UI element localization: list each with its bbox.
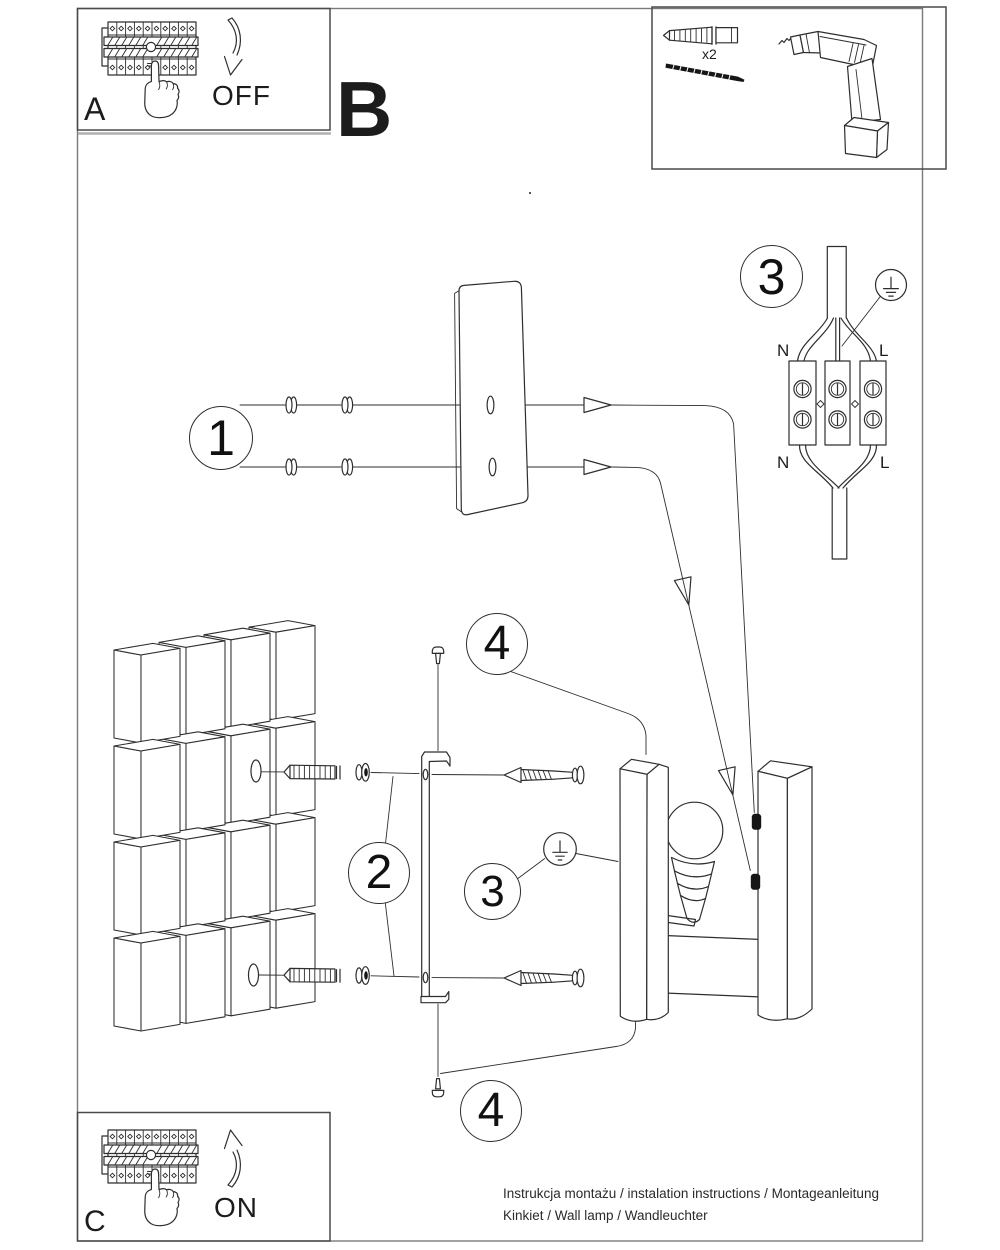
lamp-right-post — [758, 761, 812, 1020]
wall-plug-icon — [664, 27, 738, 45]
arrow-mid-icon — [674, 577, 691, 605]
wall-tile-face — [141, 648, 180, 743]
cable-bottom — [832, 488, 847, 559]
wiring-diagram — [789, 247, 907, 560]
step-3-number: 3 — [757, 248, 786, 305]
wall-tile-face — [186, 737, 225, 832]
registration-dot — [529, 192, 531, 194]
wall-tile-face — [186, 929, 225, 1024]
step-4-badge-bottom — [460, 1080, 522, 1142]
washers — [286, 397, 353, 475]
wall-plug-lower — [284, 967, 369, 985]
small-screw-top — [432, 647, 443, 751]
panel-a-label: A — [84, 91, 106, 127]
step-4-badge-top — [466, 613, 528, 675]
wall-tile-face — [114, 938, 141, 1031]
back-plate — [455, 281, 528, 514]
step-3-number: 3 — [480, 866, 505, 916]
step-1-badge — [189, 406, 253, 470]
wall-tile-face — [114, 842, 141, 935]
panel-a-state: OFF — [212, 80, 271, 111]
wall-lamp — [620, 759, 812, 1021]
cable-top — [827, 247, 846, 319]
arrow-up-icon — [225, 1130, 243, 1187]
wall-tile-face — [186, 833, 225, 928]
mounting-screw-upper — [504, 766, 584, 784]
wall-tile-face — [231, 825, 270, 920]
wall-tile-face — [186, 641, 225, 736]
terminal-block — [789, 361, 886, 445]
breaker-panel-a — [102, 22, 198, 75]
lamp-left-post — [620, 759, 668, 1021]
step-1-number: 1 — [207, 410, 235, 466]
wall-tile-face — [231, 633, 270, 728]
wall-tile-face — [276, 818, 315, 913]
drill-icon — [779, 32, 889, 158]
wall-tile-face — [141, 840, 180, 935]
panel-c-state: ON — [214, 1192, 258, 1223]
earth-symbol-icon — [876, 270, 907, 301]
wall-tile-face — [276, 626, 315, 721]
wall-tile-face — [114, 746, 141, 839]
wires-bottom — [799, 445, 876, 488]
earth-symbol-main-icon — [544, 833, 618, 866]
lamp-screw-upper — [752, 814, 761, 830]
panel-b-label: B — [336, 65, 393, 153]
lamp-screw-lower — [751, 874, 760, 890]
footer-title-line: Instrukcja montażu / instalation instructions / Montageanleitung — [503, 1186, 879, 1201]
step-4-number: 4 — [477, 1084, 505, 1137]
small-screw-bottom — [432, 1004, 635, 1097]
mounting-screw-lower — [504, 969, 584, 987]
wall-tile-face — [141, 744, 180, 839]
screw-icon — [666, 64, 745, 83]
mounting-bracket — [421, 752, 450, 1003]
wall-tile-face — [231, 729, 270, 824]
wall-tile-face — [276, 914, 315, 1009]
wire-n-bottom-label: N — [777, 453, 790, 472]
wall-plug-upper — [284, 764, 369, 782]
step-3-badge-wiring — [740, 245, 803, 308]
guide-line-upper — [611, 405, 754, 813]
step-3-badge-main — [464, 863, 521, 920]
arrow-right-icon — [584, 460, 611, 475]
bulb — [666, 802, 723, 922]
wall-tile-face — [141, 936, 180, 1031]
footer-product-line: Kinkiet / Wall lamp / Wandleuchter — [503, 1208, 708, 1223]
step-2-number: 2 — [365, 846, 393, 899]
panel-c-label: C — [84, 1205, 106, 1238]
wires-top — [798, 318, 877, 361]
wall — [114, 621, 315, 1031]
wire-l-bottom-label: L — [880, 453, 890, 472]
arrow-right-icon — [584, 398, 611, 413]
wire-l-top-label: L — [879, 341, 889, 360]
arrow-down-icon — [225, 18, 243, 75]
breaker-panel-c — [102, 1130, 198, 1183]
step-2-badge — [348, 842, 410, 904]
leader-lines — [385, 671, 646, 977]
anchor-quantity-label: x2 — [702, 46, 717, 62]
wire-n-top-label: N — [777, 341, 790, 360]
wall-tile-face — [114, 650, 141, 743]
step-4-number: 4 — [483, 617, 511, 670]
